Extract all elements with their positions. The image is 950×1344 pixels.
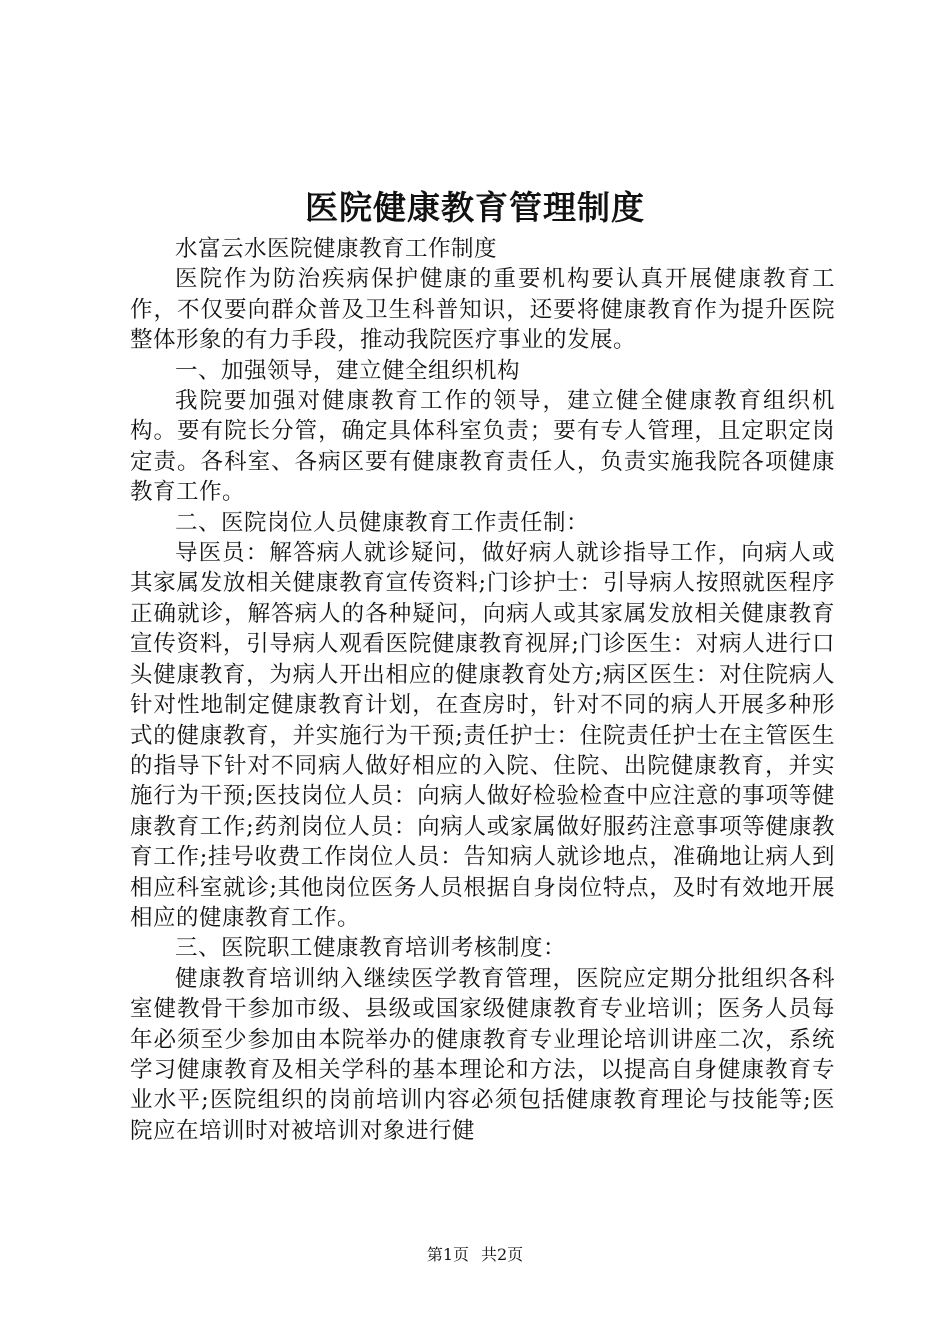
body-paragraph: 我院要加强对健康教育工作的领导，建立健全健康教育组织机构。要有院长分管，确定具体科室负责；要有专人管理，且定职定岗定责。各科室、各病区要有健康教育责任人，负责实施我院各项健康教育工作。	[130, 388, 835, 506]
document-body	[130, 234, 835, 1146]
body-paragraph: 导医员：解答病人就诊疑问，做好病人就诊指导工作，向病人或其家属发放相关健康教育宣传资料;门诊护士：引导病人按照就医程序正确就诊，解答病人的各种疑问，向病人或其家属发放相关健康教育宣传资料，引导病人观看医院健康教育视屏;门诊医生：对病人进行口头健康教育，为病人开出相应的健康教育处方;病区医生：对住院病人针对性地制定健康教育计划，在查房时，针对不同的病人开展多种形式的健康教育，并实施行为干预;责任护士：住院责任护士在主管医生的指导下针对不同病人做好相应的入院、住院、出院健康教育，并实施行为干预;医技岗位人员：向病人做好检验检查中应注意的事项等健康教育工作;药剂岗位人员：向病人或家属做好服药注意事项等健康教育工作;挂号收费工作岗位人员：告知病人就诊地点，准确地让病人到相应科室就诊;其他岗位医务人员根据自身岗位特点，及时有效地开展相应的健康教育工作。	[130, 540, 835, 931]
page-footer	[0, 1244, 950, 1266]
body-paragraph: 医院作为防治疾病保护健康的重要机构要认真开展健康教育工作，不仅要向群众普及卫生科普知识，还要将健康教育作为提升医院整体形象的有力手段，推动我院医疗事业的发展。	[130, 266, 835, 354]
page-number: 第1页	[426, 1245, 469, 1264]
section-heading: 一、加强领导，建立健全组织机构	[175, 357, 521, 384]
document-title: 医院健康教育管理制度	[305, 188, 645, 227]
body-paragraph: 水富云水医院健康教育工作制度	[175, 236, 498, 262]
body-paragraph: 健康教育培训纳入继续医学教育管理，医院应定期分批组织各科室健教骨干参加市级、县级或国家级健康教育专业培训；医务人员每年必须至少参加由本院举办的健康教育专业理论培训讲座二次，系统学习健康教育及相关学科的基本理论和方法，以提高自身健康教育专业水平;医院组织的岗前培训内容必须包括健康教育理论与技能等;医院应在培训时对被培训对象进行健	[130, 965, 835, 1144]
page-total: 共2页	[481, 1245, 524, 1264]
section-heading: 三、医院职工健康教育培训考核制度：	[175, 935, 567, 962]
section-heading: 二、医院岗位人员健康教育工作责任制：	[175, 509, 590, 536]
